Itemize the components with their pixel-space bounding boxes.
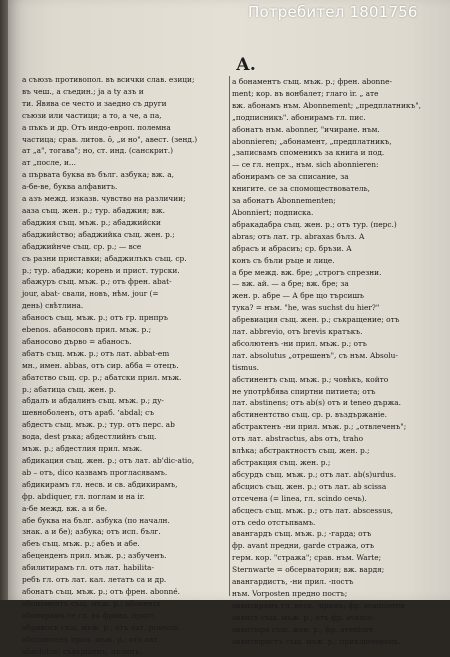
dictionary-line: „подписникъ". абонирамъ гл. пис. [232,112,437,124]
dictionary-line: abras; отъ лат. гр. abraxas бълз. А [232,231,437,243]
dictionary-line: ат „после, и... [22,157,227,169]
dictionary-line: авантюра същ. жен. р.; фр. aventure [232,624,437,636]
dictionary-line: — се гл. непрх., нъм. sich abonnieren: [232,159,437,171]
dictionary-line: а-бе-ве, буква алфавитъ. [22,181,227,193]
dictionary-line: — вж. ай. — а бре; вж. бре; за [232,278,437,290]
dictionary-line: абаджия същ. мъж. р.; абаджийски [22,217,227,229]
dictionary-line: отъ лат. abstractus, abs отъ, traho [232,433,437,445]
dictionary-line: книгите. се за спомоществователь, [232,183,437,195]
dictionary-line: абсурдъ същ. мъж. р.; отъ лат. ab(s)urdus. [232,469,437,481]
dictionary-line: за абонатъ Abonnementen; [232,195,437,207]
dictionary-line: фр. avant предни, garde стража, отъ [232,540,437,552]
dictionary-line: абаджийнче същ. ср. р.; — все [22,241,227,253]
dictionary-line: а пъкъ и др. Отъ индо-европ. полемна [22,122,227,134]
dictionary-line: авангардъ същ. мъж. р.; -гарда; отъ [232,528,437,540]
dictionary-line: вж. абонамъ нъм. Abonnement; „предплатникъ", [232,100,437,112]
dictionary-line: абе буква на бълг. азбука (по началн. [22,515,227,527]
dictionary-line: абеценденъ прил. мъж. р.; азбученъ. [22,550,227,562]
dictionary-line: абаносъ същ. мъж. р.; отъ гр. прнпръ [22,312,227,324]
dictionary-line: абсцисъ същ. жен. р.; отъ лат. ab scissa [232,481,437,493]
dictionary-line: абатъ същ. мъж. р.; отъ лат. abbat-em [22,348,227,360]
dictionary-line: авансъ същ. мъж. р.; отъ фр. avance. [232,612,437,624]
right-column [232,76,437,598]
dictionary-line: авансирамъ гл. несв. -ирамъ; фр. avancieren [232,600,437,612]
page-header-letter: А. [236,55,256,75]
dictionary-line: jour, abat- свали, новъ, нѣм. jour (= [22,288,227,300]
dictionary-line: abonnieren; „абонамент, „предплатникъ, [232,136,437,148]
dictionary-line: лат. abbrevio, отъ brevis кратъкъ. [232,326,437,338]
dictionary-line: абонатъ нъм. abonner, "ичиранe. нъм. [232,124,437,136]
dictionary-line: ebenos. абаносовъ прил. мъж. р.; [22,324,227,336]
dictionary-line: съюзи или частици; а то, а че, а па, [22,110,227,122]
dictionary-line: абстинентство същ. ср. р. въздържаніе. [232,409,437,421]
dictionary-line: нъм. Vorposten предно постъ; [232,588,437,600]
dictionary-line: герм. кор. "стража"; срав. нъм. Warte; [232,552,437,564]
dictionary-line: авангардистъ, -ни прил. -постъ [232,576,437,588]
dictionary-line: абсцесъ същ. мъж. р.; отъ лат. abscessus, [232,505,437,517]
dictionary-line: р.; тур. абаджи; корень и прист. турски. [22,265,227,277]
dictionary-line: отсечена (= linea, гл. scindo сечь). [232,493,437,505]
dictionary-line: абажуръ същ. мъж. р.; отъ френ. abat- [22,276,227,288]
dictionary-line: фр. abdiquer, гл. поглам и на ir. [22,491,227,503]
dictionary-line: абревиация същ. жен. р.; съкращение; отъ [232,314,437,326]
dictionary-line: абсолютенъ -ни прил. мъж. р.; отъ [232,338,437,350]
column-divider [229,76,230,596]
dictionary-line: отъ cedo отстъпвамъ. [232,517,437,529]
dictionary-line: абдестъ същ. мъж. р.; тур. отъ перс. ab [22,419,227,431]
dictionary-line: день) свѣтлина. [22,300,227,312]
dictionary-line: частица; срав. литов. ō, „и но", авест. (зенд.) [22,134,227,146]
dictionary-line: абстрактенъ -ни прил. мъж. р.; „отвлеченъ"; [232,421,437,433]
dictionary-line: абдикирамъ гл. несв. и св. абдикирамъ, [22,479,227,491]
dictionary-line: absolutus; съвършенъ, пъленъ. [22,646,227,657]
dictionary-line: абатство същ. ср. р.; абатски прил. мъж. [22,372,227,384]
dictionary-line: абеъ същ. мъж. р.; абеъ и абе. [22,538,227,550]
dictionary-line: мъж. р.; абдестлия прил. мъж. [22,443,227,455]
dictionary-line: абилитирамъ гл. отъ лат. habilita- [22,562,227,574]
dictionary-line: а бре межд. вж. бре; „строгъ спрезни. [232,267,437,279]
dictionary-line: ат „а", тогава"; но, ст. инд. (санскрит.) [22,145,227,157]
dictionary-line: ааза същ. жен. р.; тур. абаджия; вж. [22,205,227,217]
dictionary-line: абракадабра същ. жен. р.; отъ тур. (перс.) [232,219,437,231]
dictionary-line: абонатъ същ. мъж. р.; отъ френ. abonné. [22,586,227,598]
dictionary-line: ребъ гл. отъ лат. кал. летатъ са и др. [22,574,227,586]
dictionary-line: абонирамъ се за списание, за [232,171,437,183]
dictionary-line: а първата буква въ бълг. азбука; вж. а, [22,169,227,181]
dictionary-line: р.; абатица същ. жен. р. [22,384,227,396]
dictionary-line: абдалъ и абдалинъ същ. мъж. р.; ду- [22,395,227,407]
dictionary-line: абдикация същ. жен. р.; отъ лат. ab'dic-atio, [22,455,227,467]
dictionary-line: а азъ межд. изказв. чувство на различии; [22,193,227,205]
dictionary-line: „записвамъ споменикъ за книга и под. [232,147,437,159]
dictionary-line: ab – отъ, dico казвамъ прогласявамъ. [22,467,227,479]
dictionary-line: абрикосъ същ. мъж. р.; отъ лат. praecox. [22,622,227,634]
dictionary-line: абонаментъ същ. мъж. р.; абоненть [22,598,227,610]
dictionary-line: а-бе межд. вж. а и бе. [22,503,227,515]
left-column [22,74,227,596]
dictionary-line: абстинентъ същ. мъж. р.; човѣкъ, който [232,374,437,386]
dictionary-line: абаносово дърво = абаносъ. [22,336,227,348]
dictionary-line: авантюристъ същ. мъж. р.; приключенецъ. [232,636,437,648]
dictionary-line: tismus. [232,362,437,374]
dictionary-line: жен. р. абре — А бре що търсишъ [232,290,437,302]
watermark: Потребител 1801756 [248,3,418,21]
dictionary-line: абаджийство; абаджийка същ. жен. р.; [22,229,227,241]
dictionary-line: вода, dest ръка; абдестлийнъ същ. [22,431,227,443]
dictionary-line: въ чеш., а съедин.; ja а ty азъ и [22,86,227,98]
dictionary-line: тука? = нъм. "he, was suchst du hier?" [232,302,437,314]
dictionary-line: знак. а и бе); азбука; отъ исп. бълг. [22,526,227,538]
dictionary-line: ment; кор. въ вонбалет; глаго ir. „ aте [232,88,437,100]
dictionary-line: шевноболенъ, отъ араб. ‘abdal; съ [22,407,227,419]
dictionary-line: лат. abstinens; отъ ab(s) отъ и teneo държа. [232,397,437,409]
dictionary-line: мн., имен. abbas, отъ сир. абба = отецъ. [22,360,227,372]
dictionary-line: конъ съ бъли ръце и лице. [232,255,437,267]
dictionary-line: а бонаментъ същ. мъж. р.; френ. abonne- [232,76,437,88]
dictionary-line: влѣка; абстрактностъ същ. жен. р.; [232,445,437,457]
dictionary-line: Abonniert; подписка. [232,207,437,219]
dictionary-line: а съюзъ противопол. въ всички слав. езици; [22,74,227,86]
dictionary-line: абрасъ и абрасиъ; ср. бръзи. А [232,243,437,255]
dictionary-line: съ разни приставки; абаджилъкъ същ. ср. [22,253,227,265]
dictionary-line: лат. absolutus „отрешенъ", съ нъм. Absolu- [232,350,437,362]
dictionary-line: ти. Явява се често и заедно съ други [22,98,227,110]
dictionary-line: абонирамъ се гл. въ франц. прост. [22,610,227,622]
dictionary-line: абсолютенъ прил. мъж. р.; отъ лат. [22,634,227,646]
dictionary-line: абстракция същ. жен. р.; [232,457,437,469]
dictionary-line: Sternwarte = обсерватория; вж. вардя; [232,564,437,576]
dictionary-line: не употрѣбява спиртни питиета; отъ [232,386,437,398]
